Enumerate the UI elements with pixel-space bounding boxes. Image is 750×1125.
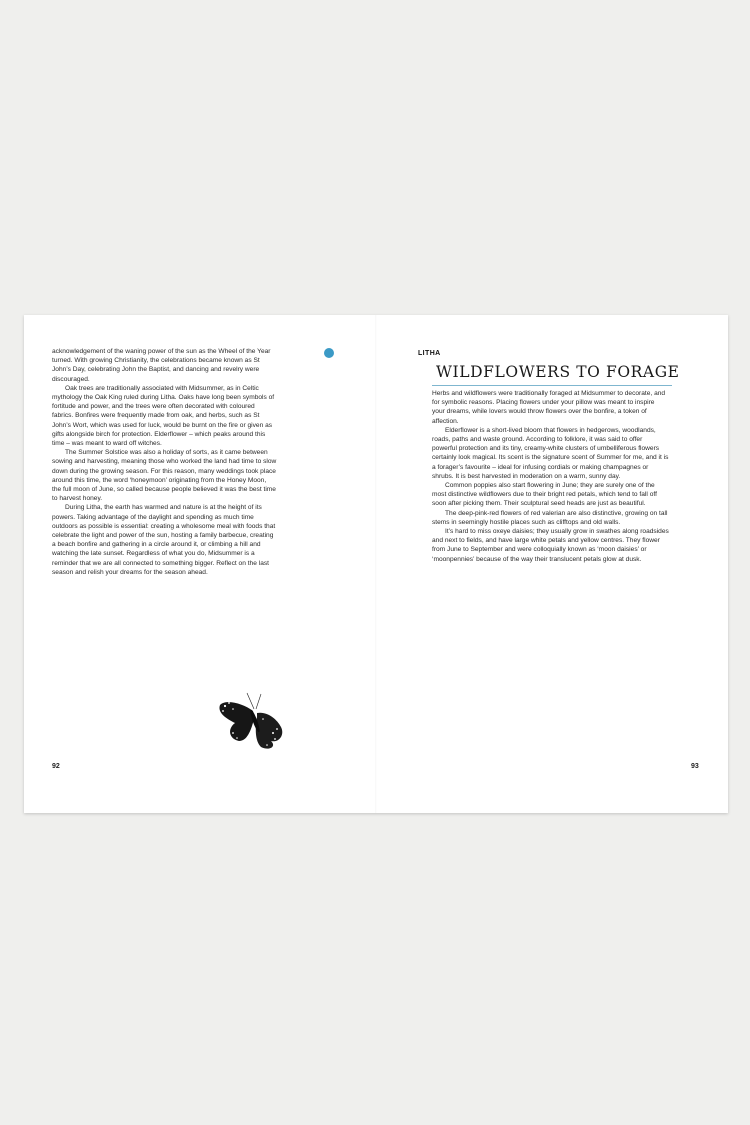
left-paragraph-1: acknowledgement of the waning power of the sun as the Wheel of the Year turned. With growing Christianity, the celebrations became known as St John’s Day, celebrating John the Baptist, and dancing and revelry were discouraged. [52, 348, 271, 383]
right-paragraph-3: Common poppies also start flowering in June; they are surely one of the most distinctive wildflowers due to their bright red petals, which tend to fall off soon after picking them. Their sculptural seed heads are just as beautiful. [432, 482, 657, 508]
book-spread [24, 315, 728, 813]
book-spine [375, 315, 377, 813]
page-heading: WILDFLOWERS TO FORAGE [436, 363, 680, 381]
heading-underline [432, 385, 672, 386]
right-paragraph-2: Elderflower is a short-lived bloom that flowers in hedgerows, woodlands, roads, paths and waste ground. According to folklore, it was said to offer powerful protection and its tiny, creamy-white clusters of umbelliferous flowers certainly look magical. Its scent is the signature scent of Summer for me, and it is a forager’s favourite – ideal for infusing cordials or making champagnes or shrubs. It is best harvested in moderation on a warm, sunny day. [432, 426, 669, 480]
right-paragraph-4: The deep-pink-red flowers of red valerian are also distinctive, growing on tall stems in seemingly hostile places such as clifftops and old walls. [432, 509, 668, 526]
right-paragraph-5: It’s hard to miss oxeye daisies; they usually grow in swathes along roadsides and next to fields, and have large white petals and yellow centres. They flower from June to September and were colloquially known as ‘moon daisies’ or ‘moonpennies’ because of the way their translucent petals glow at dusk. [432, 528, 669, 563]
section-label: LITHA [418, 350, 441, 357]
left-paragraph-3: The Summer Solstice was also a holiday of sorts, as it came between sowing and harvesting, meaning those who worked the land had time to slow down during the growing season. For this reason, many weddings took place around this time, the word ‘honeymoon’ originating from the Honey Moon, the full moon of June, so called because people believed it was the best time to harvest honey. [52, 449, 277, 503]
right-paragraph-1: Herbs and wildflowers were traditionally foraged at Midsummer to decorate, and for symbolic reasons. Placing flowers under your pillow was meant to inspire your dreams, while lovers would throw flowers over the bonfire, a token of affection. [432, 390, 666, 425]
butterfly-illustration [217, 689, 287, 751]
left-paragraph-2: Oak trees are traditionally associated with Midsummer, as in Celtic mythology the Oak King ruled during Litha. Oaks have long been symbols of fortitude and power, and the trees were often decorated with coloured fabrics. Bonfires were frequently made from oak, and herbs, such as St John’s Wort, which was used for luck, would be burnt on the fire or given as gifts alongside birch for protection. Elderflower – which peaks around this time – was meant to ward off witches. [52, 384, 275, 448]
page-number-right: 93 [691, 763, 699, 770]
right-page-body [432, 389, 669, 564]
page-number-left: 92 [52, 763, 60, 770]
left-paragraph-4: During Litha, the earth has warmed and nature is at the height of its powers. Taking advantage of the daylight and spending as much time outdoors as possible is essential: creating a wholesome meal with foods that celebrate the light and power of the sun, hosting a family barbecue, creating a beach bonfire and gathering in a circle around it, or climbing a hill and watching the late sunset. Regardless of what you do, Midsummer is a reminder that we are all connected to something bigger. Reflect on the last season and relish your dreams for the season ahead. [52, 504, 276, 576]
blue-dot-marker [324, 348, 334, 358]
left-page-body [52, 347, 277, 577]
